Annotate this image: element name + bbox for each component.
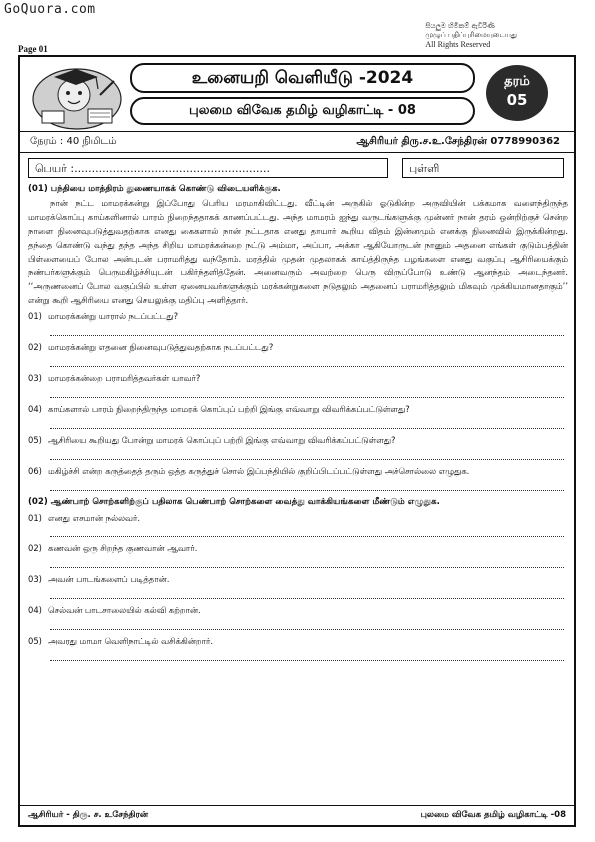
question-number: 04)	[28, 605, 42, 616]
question-text: செல்வன் பாடசாலையில் கல்வி கற்றான்.	[48, 605, 201, 616]
answer-line[interactable]	[50, 525, 564, 537]
question-text: கணவன் ஒரு சிறந்த குணவான் ஆவார்.	[48, 543, 198, 554]
question-number: 01)	[28, 512, 42, 523]
question-content	[28, 183, 568, 666]
question-item	[28, 372, 568, 386]
time-allowed: நேரம் : 40 நிமிடம்	[30, 136, 117, 147]
answer-line[interactable]	[50, 448, 564, 460]
question-number: 03)	[28, 372, 42, 383]
name-field[interactable]: பெயர் :........................................................	[28, 158, 388, 178]
answer-line[interactable]	[50, 556, 564, 568]
comprehension-passage: நான் நட்ட மாமரக்கன்று இப்போது பெரிய மரமாகிவிட்டது. வீட்டின் அருகில் ஓடுகின்ற அருவியின் பக்கமாக வளைந்திருந்த மாமரக்கொப்பு காய்களினால் பாரம் நிறைந்ததாகக் காணப்பட்டது. அந்த மாமரம் ஐந்து வருடங்களுக்கு முன்னர் நான் தரம் ஒன்றிற்குச் சென்ற நாளை நினைவுபடுத்துவதற்காக எனது கைகளால் நான் நட்டதாக எனது தாயார் கூறிய விதம் இன்னமும் எனக்கு நினைவில் இருக்கின்றது. தந்தை கொண்டு வந்து தந்த அந்த சிறிய மாமரக்கன்றை நட்டு அம்மா, அப்பா, அக்கா ஆகியோருடன் நானும் அதனை எங்கள் குடும்பத்தின் பிள்ளையைப் போல அன்புடன் பராமரித்து வந்தோம். மரத்தில் முதன் முதலாகக் காய்த்திருந்த பழங்களை எனது வகுப்பு ஆசிரியைக்கும் நண்பர்களுக்கும் பெருமகிழ்ச்சியுடன் பகிர்ந்தளித்தேன். அனைவரும் அவற்றை பெரு விருப்போடு உண்டு ஆனந்தம் அடைந்தனர். ‘‘அருணனைப் போல வகுப்பில் உள்ள ஏனையவர்களுக்கும் மரக்கன்றுகளை நடுதலும் அதனைப் பராமரித்தலும் மிகவும் முக்கியமானதாகும்’’ என்று கூறி ஆசிரியை எனது செயலுக்கு மதிப்பு அளித்தார்.	[28, 197, 568, 306]
question-number: 05)	[28, 434, 42, 445]
question-text: மகிழ்ச்சி என்ற கருத்தைத் தரும் ஒத்த கருத்துச் சொல் இப்பந்தியில் குறிப்பிடப்பட்டுள்ளது அச்சொல்லை எழுதுக.	[48, 465, 470, 476]
question-text: எனது எசமான் நல்லவர்.	[48, 512, 140, 523]
rights-notice	[425, 22, 517, 49]
question-text: அவன் பாடங்களைப் படித்தான்.	[48, 574, 170, 585]
grade-badge	[486, 65, 548, 121]
section-2-title: (02) ஆண்பாற் சொற்களிற்குப் பதிலாக பெண்பாற் சொற்களை வைத்து வாக்கியங்களை மீண்டும் எழுதுக.	[28, 496, 440, 507]
exam-sheet	[18, 55, 576, 827]
question-text: மாமரக்கன்று எதனை நினைவுபடுத்துவதற்காக நடப்பட்டது?	[48, 342, 274, 353]
answer-line[interactable]	[50, 587, 564, 599]
graduate-mascot-logo	[28, 61, 126, 131]
question-number: 03)	[28, 574, 42, 585]
question-item	[28, 403, 568, 417]
question-item	[28, 542, 568, 556]
question-text: காய்களால் பாரம் நிறைந்திருந்த மாமரக் கொப்புப் பற்றி இங்கு எவ்வாறு விவரிக்கப்பட்டுள்ளது?	[48, 403, 410, 414]
answer-line[interactable]	[50, 649, 564, 661]
question-item	[28, 434, 568, 448]
question-item	[28, 573, 568, 587]
question-text: மாமரக்கன்றை பராமரித்தவர்கள் யாவர்?	[48, 372, 201, 383]
question-text: மாமரக்கன்று யாரால் நடப்பட்டது?	[48, 311, 179, 322]
question-number: 01)	[28, 311, 42, 322]
answer-line[interactable]	[50, 355, 564, 367]
question-item	[28, 341, 568, 355]
answer-line[interactable]	[50, 618, 564, 630]
watermark: GoQuora.com	[4, 2, 96, 17]
question-item	[28, 604, 568, 618]
question-item	[28, 635, 568, 649]
answer-line[interactable]	[50, 324, 564, 336]
question-number: 02)	[28, 543, 42, 554]
publication-title: உனையறி வெளியீடு -2024	[130, 63, 475, 93]
question-item	[28, 310, 568, 324]
question-number: 04)	[28, 403, 42, 414]
question-number: 06)	[28, 465, 42, 476]
question-number: 02)	[28, 342, 42, 353]
guide-subtitle: புலமை விவேக தமிழ் வழிகாட்டி - 08	[130, 97, 475, 125]
question-item	[28, 465, 568, 479]
rights-tamil: முழுப் பதிப்புரிமையுடையது	[425, 31, 517, 39]
question-text: அவரது மாமா வெளிநாட்டில் வசிக்கின்றார்.	[48, 636, 213, 647]
grade-value: 05	[506, 91, 528, 109]
answer-line[interactable]	[50, 479, 564, 491]
grade-label: தரம்	[504, 74, 530, 89]
info-bar	[20, 131, 574, 153]
student-details	[20, 153, 574, 181]
question-text: ஆசிரியை கூறியது போன்று மாமரக் கொப்புப் பற்றி இங்கு எவ்வாறு விவரிக்கப்பட்டுள்ளது?	[48, 434, 396, 445]
section-1-title: (01) பந்தியை மாத்திரம் துணையாகக் கொண்டு விடையளிக்குக.	[28, 184, 281, 194]
answer-line[interactable]	[50, 386, 564, 398]
marks-field[interactable]: புள்ளி	[402, 158, 564, 178]
teacher-contact: ஆசிரியர் திரு.ச.உ.சேந்திரன் 0778990362	[356, 136, 560, 147]
footer-teacher: ஆசிரியர் - திரு. ச. உசேந்திரன்	[28, 810, 149, 820]
answer-line[interactable]	[50, 417, 564, 429]
question-item	[28, 512, 568, 526]
footer-guide: புலமை விவேக தமிழ் வழிகாட்டி -08	[420, 810, 566, 820]
rights-english: All Rights Reserved	[425, 40, 491, 49]
rights-sinhala: සියලුම හිමිකම් ඇවිරිණි	[425, 22, 495, 30]
question-number: 05)	[28, 636, 42, 647]
footer	[20, 805, 574, 825]
header	[20, 57, 574, 131]
page-number: Page 01	[18, 44, 48, 54]
